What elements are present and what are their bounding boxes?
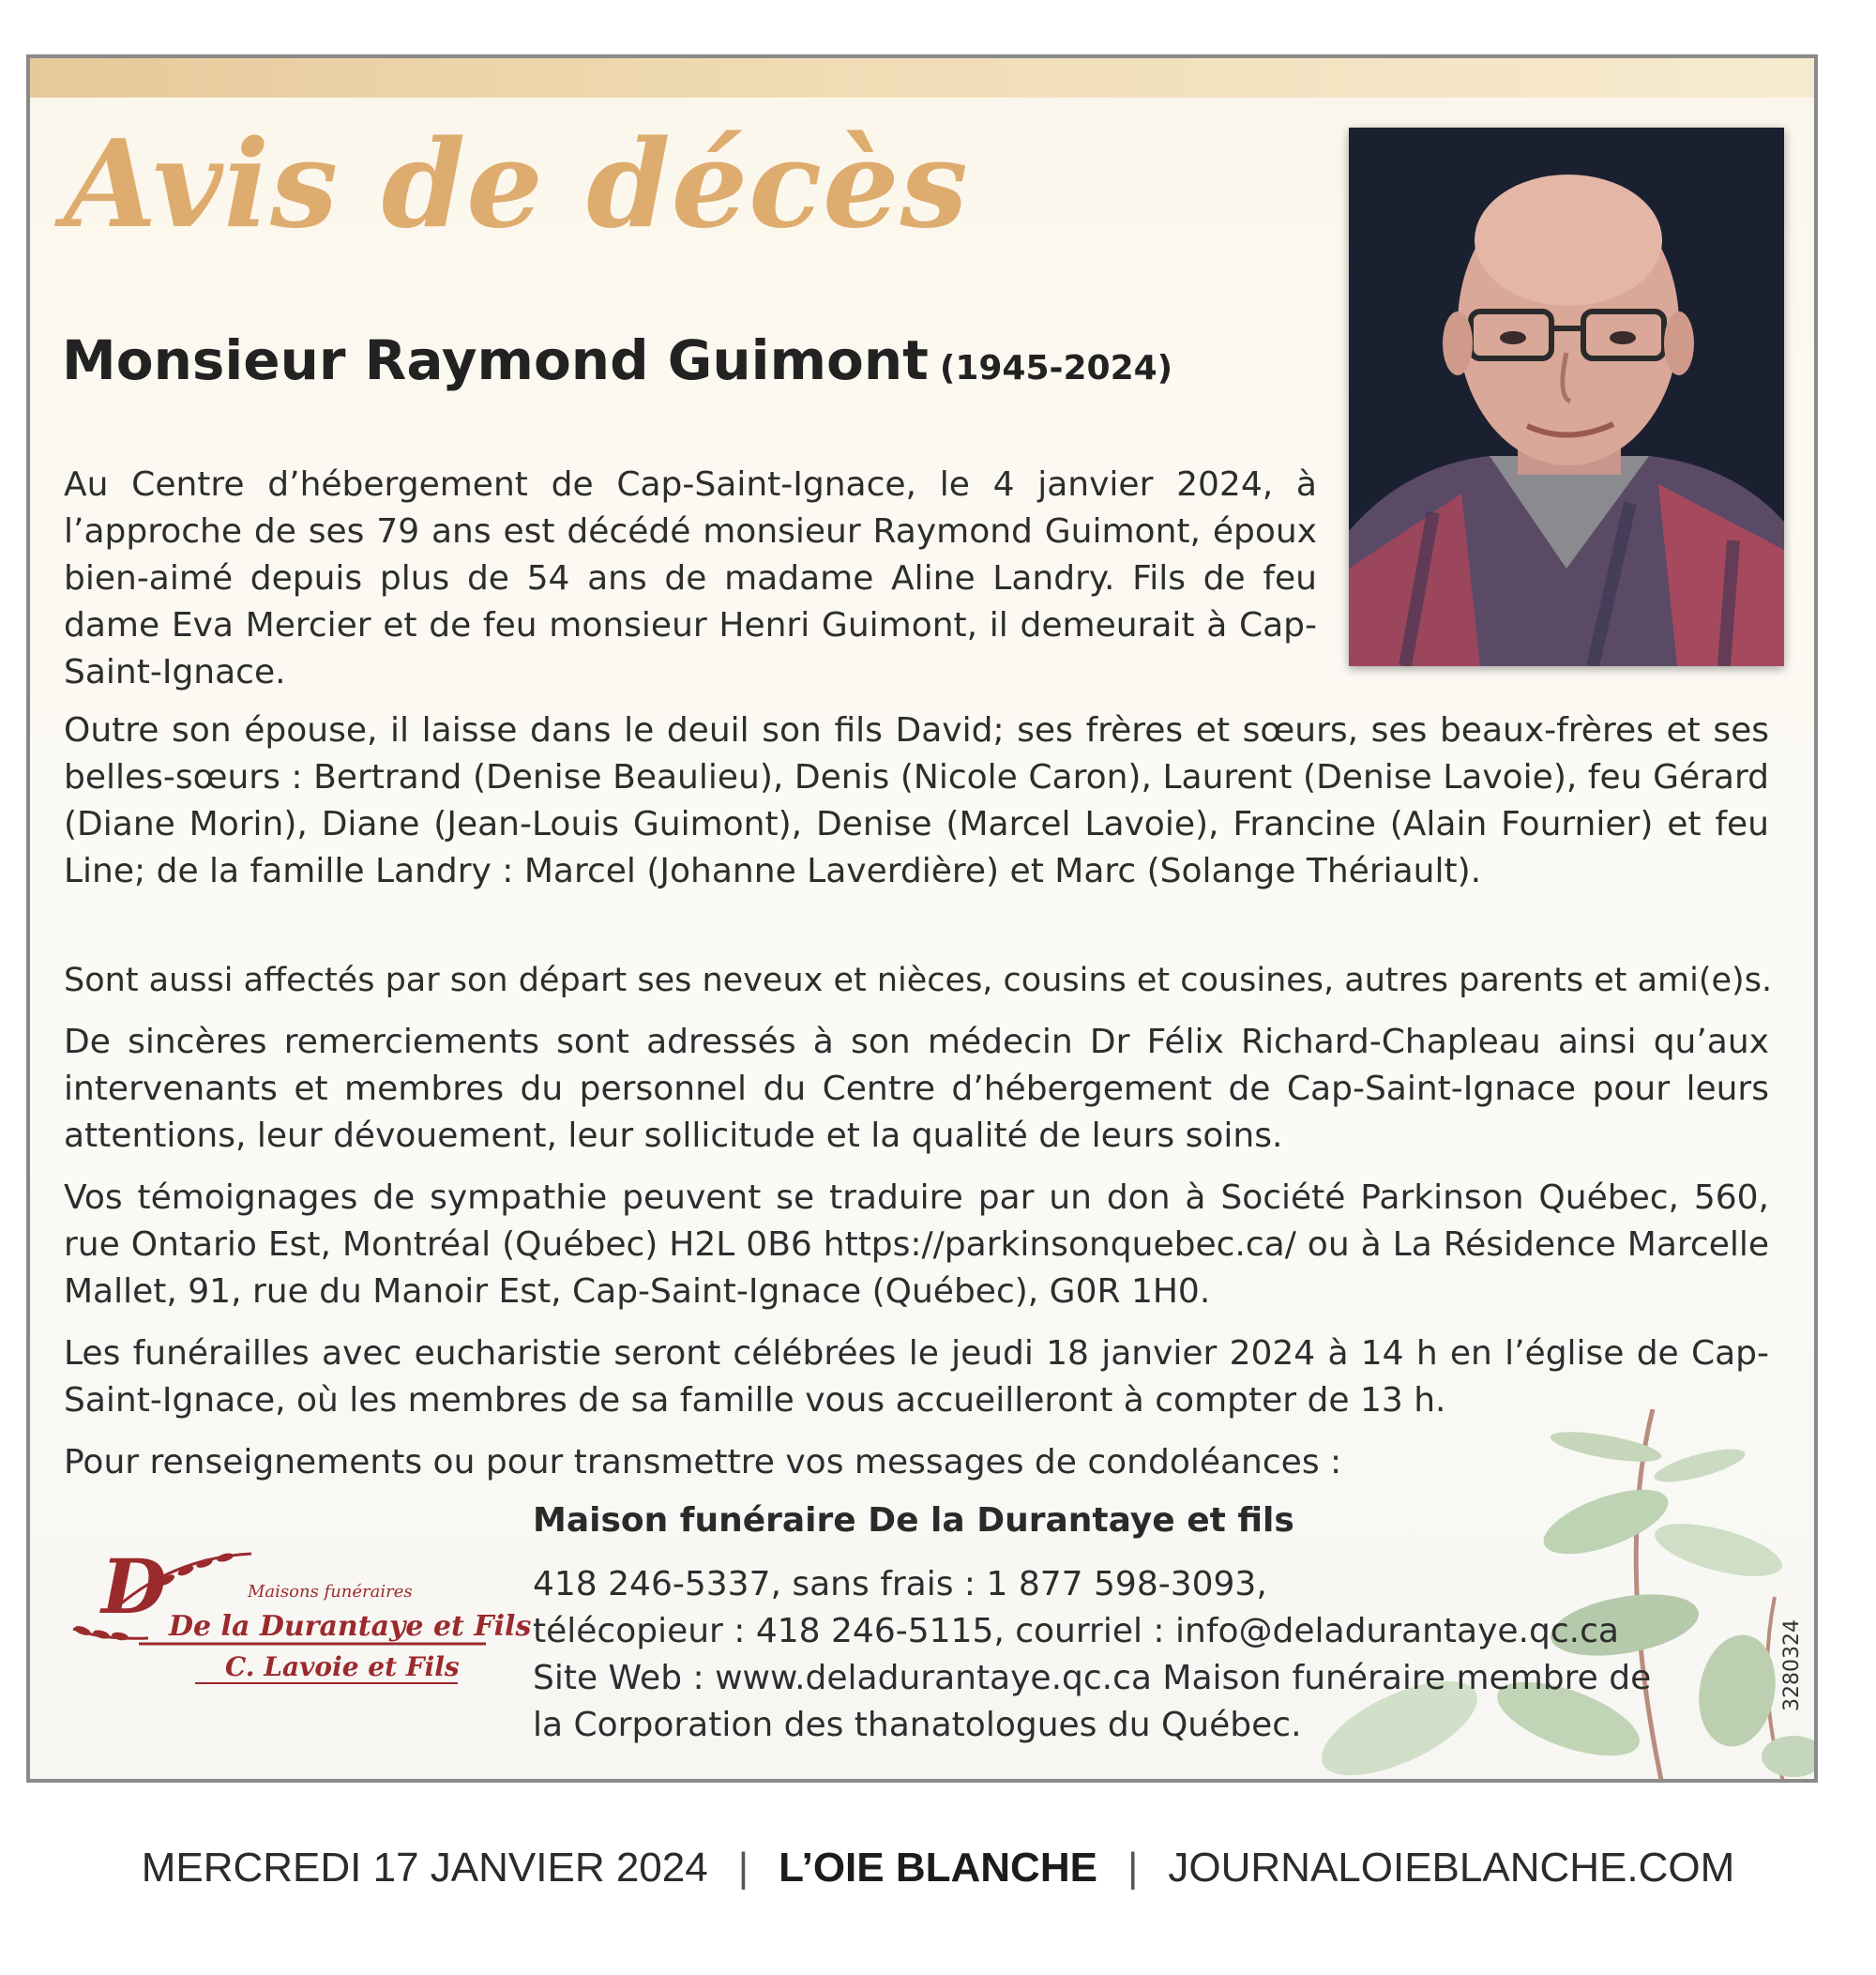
paragraph-information: Pour renseignements ou pour transmettre vos messages de condoléances : — [64, 1443, 1342, 1481]
obituary-card — [26, 54, 1818, 1783]
logo-line-2: C. Lavoie et Fils — [225, 1651, 460, 1682]
deceased-name: Monsieur Raymond Guimont — [62, 328, 929, 392]
paragraph-funeral: Les funérailles avec eucharistie seront célébrées le jeudi 18 janvier 2024 à 14 h en l’église de Cap-Saint-Ignace, où les membres de sa famille vous accueilleront à compter de 13 h. — [64, 1334, 1769, 1420]
deceased-name-line — [62, 328, 1172, 392]
logo-line-1: De la Durantaye et Fils — [169, 1610, 532, 1643]
life-years: (1945-2024) — [939, 349, 1173, 387]
portrait-photo — [1349, 128, 1784, 666]
paragraph-also-affected: Sont aussi affectés par son départ ses neveux et nièces, cousins et cousines, autres parents et ami(e)s. — [64, 962, 1773, 999]
logo-tagline: Maisons funéraires — [248, 1582, 413, 1602]
contact-website-line: Site Web : www.deladurantaye.qc.ca Maison funéraire membre de — [533, 1659, 1652, 1697]
paragraph-thanks: De sincères remerciements sont adressés à son médecin Dr Félix Richard-Chapleau ainsi qu’aux intervenants et membres du personnel du Centre d’hébergement de Cap-Saint-Ignace pour leurs attentions, leur dévouement, leur sollicitude et la qualité de leurs soins. — [64, 1023, 1769, 1155]
contact-corporation-line: la Corporation des thanatologues du Québec. — [533, 1706, 1302, 1744]
paragraph-death-announcement: Au Centre d’hébergement de Cap-Saint-Ignace, le 4 janvier 2024, à l’approche de ses 79 ans est décédé monsieur Raymond Guimont, époux bien-aimé depuis plus de 54 ans de madame Aline Landry. Fils de feu dame Eva Mercier et de feu monsieur Henri Guimont, il demeurait à Cap-Saint-Ignace. — [64, 465, 1317, 691]
gold-header-band — [30, 58, 1814, 98]
footer-newspaper-name: L’OIE BLANCHE — [779, 1845, 1097, 1891]
ad-reference-number: 3280324 — [1780, 1619, 1804, 1711]
paragraph-survivors: Outre son épouse, il laisse dans le deuil son fils David; ses frères et sœurs, ses beaux-frères et ses belles-sœurs : Bertrand (Denise Beaulieu), Denis (Nicole Caron), Laurent (Denise Lavoie), feu Gérard (Diane Morin), Diane (Jean-Louis Guimont), Denise (Marcel Lavoie), Francine (Alain Fournier) et feu Line; de la famille Landry : Marcel (Johanne Laverdière) et Marc (Solange Thériault). — [64, 711, 1769, 890]
footer-separator: | — [737, 1845, 749, 1891]
funeral-home-name: Maison funéraire De la Durantaye et fils — [533, 1501, 1294, 1540]
notice-heading: Avis de décès — [64, 114, 969, 255]
logo-initial: D — [101, 1542, 167, 1631]
footer-date: MERCREDI 17 JANVIER 2024 — [141, 1845, 708, 1891]
funeral-home-logo — [64, 1542, 532, 1689]
contact-fax-email-line: télécopieur : 418 246-5115, courriel : info@deladurantaye.qc.ca — [533, 1612, 1619, 1650]
footer-website: JOURNALOIEBLANCHE.COM — [1168, 1845, 1735, 1891]
contact-phone-line: 418 246-5337, sans frais : 1 877 598-3093, — [533, 1565, 1267, 1603]
paragraph-donations: Vos témoignages de sympathie peuvent se traduire par un don à Société Parkinson Québec, 560, rue Ontario Est, Montréal (Québec) H2L 0B6 https://parkinsonquebec.ca/ ou à La Résidence Marcelle Mallet, 91, rue du Manoir Est, Cap-Saint-Ignace (Québec), G0R 1H0. — [64, 1178, 1769, 1311]
funeral-home-contact — [533, 1561, 1780, 1749]
footer-separator: | — [1127, 1845, 1139, 1891]
newspaper-footer — [0, 1845, 1876, 1891]
